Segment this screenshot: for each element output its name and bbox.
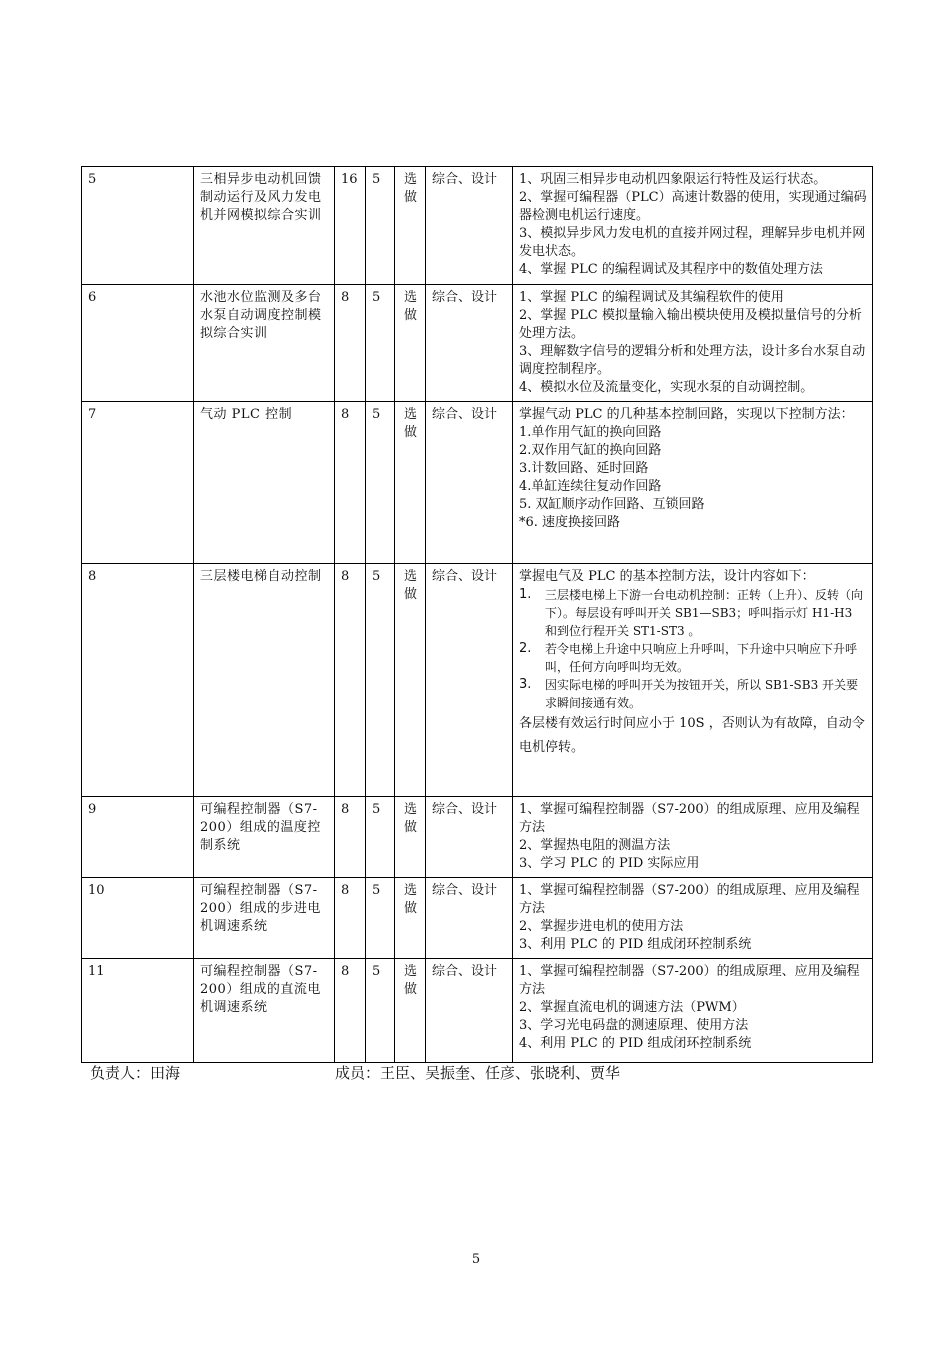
row-number-cell: 5 (82, 167, 194, 285)
hours-cell: 8 (335, 878, 366, 959)
experiment-name-cell: 可编程控制器（S7-200）组成的直流电机调速系统 (194, 959, 335, 1063)
category-cell: 综合、设计 (426, 797, 513, 878)
item-number: 2. (519, 641, 532, 656)
page-number: 5 (471, 1252, 481, 1267)
credits-cell: 5 (366, 797, 395, 878)
content-line: 5. 双缸顺序动作回路、互锁回路 (519, 497, 705, 512)
row-number-cell: 11 (82, 959, 194, 1063)
table-row (82, 878, 873, 959)
content-line: 1、掌握可编程控制器（S7-200）的组成原理、应用及编程方法 (519, 883, 860, 916)
category-cell: 综合、设计 (426, 285, 513, 402)
table-row (82, 959, 873, 1063)
row-number-cell: 9 (82, 797, 194, 878)
content-line: 3、模拟异步风力发电机的直接并网过程，理解异步电机并网发电状态。 (519, 226, 866, 259)
row-number-cell: 8 (82, 564, 194, 797)
table-row (82, 285, 873, 402)
experiment-name-cell: 可编程控制器（S7-200）组成的温度控制系统 (194, 797, 335, 878)
content-line: 4、利用 PLC 的 PID 组成闭环控制系统 (519, 1036, 752, 1051)
footer-leader: 负责人：田海 (90, 1064, 181, 1082)
content-line: 掌握气动 PLC 的几种基本控制回路，实现以下控制方法： (519, 407, 854, 422)
content-line: 2、掌握直流电机的调速方法（PWM） (519, 1000, 745, 1015)
numbered-item (519, 676, 867, 712)
row-number-cell: 7 (82, 402, 194, 564)
content-cell (513, 564, 873, 797)
experiment-table-body (82, 167, 873, 1063)
content-line: 3、利用 PLC 的 PID 组成闭环控制系统 (519, 937, 752, 952)
experiment-name-cell: 三相异步电动机回馈制动运行及风力发电机并网模拟综合实训 (194, 167, 335, 285)
type-cell: 选做 (395, 167, 426, 285)
content-line: 3、理解数字信号的逻辑分析和处理方法，设计多台水泵自动调度控制程序。 (519, 344, 866, 377)
table-row (82, 564, 873, 797)
category-cell: 综合、设计 (426, 402, 513, 564)
table-row (82, 167, 873, 285)
item-number: 1. (519, 587, 532, 602)
content-intro: 掌握电气及 PLC 的基本控制方法，设计内容如下： (519, 569, 815, 584)
content-cell (513, 959, 873, 1063)
table-row (82, 402, 873, 564)
type-cell: 选做 (395, 564, 426, 797)
hours-cell: 8 (335, 285, 366, 402)
credits-cell: 5 (366, 167, 395, 285)
credits-cell: 5 (366, 564, 395, 797)
experiment-name-cell: 三层楼电梯自动控制 (194, 564, 335, 797)
item-number: 3. (519, 677, 532, 692)
content-cell (513, 878, 873, 959)
content-line: 4.单缸连续往复动作回路 (519, 479, 662, 494)
hours-cell: 8 (335, 402, 366, 564)
category-cell: 综合、设计 (426, 167, 513, 285)
credits-cell: 5 (366, 402, 395, 564)
type-cell: 选做 (395, 285, 426, 402)
category-cell: 综合、设计 (426, 564, 513, 797)
content-outro: 各层楼有效运行时间应小于 10S ，否则认为有故障，自动令电机停转。 (519, 716, 865, 755)
hours-cell: 8 (335, 564, 366, 797)
content-line: 1、巩固三相异步电动机四象限运行特性及运行状态。 (519, 172, 827, 187)
content-line: 3、学习光电码盘的测速原理、使用方法 (519, 1018, 749, 1033)
type-cell: 选做 (395, 878, 426, 959)
category-cell: 综合、设计 (426, 878, 513, 959)
content-cell (513, 285, 873, 402)
type-cell: 选做 (395, 959, 426, 1063)
content-line: 1、掌握可编程控制器（S7-200）的组成原理、应用及编程方法 (519, 964, 860, 997)
content-cell (513, 402, 873, 564)
credits-cell: 5 (366, 878, 395, 959)
content-line: 2、掌握步进电机的使用方法 (519, 919, 684, 934)
hours-cell: 16 (335, 167, 366, 285)
numbered-item (519, 640, 867, 676)
experiment-name-cell: 可编程控制器（S7-200）组成的步进电机调速系统 (194, 878, 335, 959)
content-cell (513, 167, 873, 285)
hours-cell: 8 (335, 797, 366, 878)
experiment-table (81, 166, 873, 1063)
numbered-item (519, 586, 867, 640)
content-line: *6. 速度换接回路 (519, 515, 621, 530)
content-line: 2、掌握可编程器（PLC）高速计数器的使用，实现通过编码器检测电机运行速度。 (519, 190, 867, 223)
hours-cell: 8 (335, 959, 366, 1063)
item-text: 若令电梯上升途中只响应上升呼叫，下升途中只响应下升呼叫，任何方向呼叫均无效。 (545, 642, 858, 674)
content-line: 3、学习 PLC 的 PID 实际应用 (519, 856, 700, 871)
content-line: 4、掌握 PLC 的编程调试及其程序中的数值处理方法 (519, 262, 823, 277)
content-line: 1.单作用气缸的换向回路 (519, 425, 662, 440)
content-line: 1、掌握可编程控制器（S7-200）的组成原理、应用及编程方法 (519, 802, 860, 835)
content-line: 1、掌握 PLC 的编程调试及其编程软件的使用 (519, 290, 784, 305)
item-text: 因实际电梯的呼叫开关为按钮开关，所以 SB1-SB3 开关要求瞬间接通有效。 (545, 678, 859, 710)
item-text: 三层楼电梯上下游一台电动机控制：正转（上升）、反转（向下）。每层设有呼叫开关 SB1—SB3；呼叫指示灯 H1-H3 和到位行程开关 ST1-ST3 。 (545, 588, 864, 638)
content-line: 2.双作用气缸的换向回路 (519, 443, 662, 458)
footer-members: 成员：王臣、吴振奎、任彦、张晓利、贾华 (335, 1064, 621, 1082)
experiment-name-cell: 水池水位监测及多台水泵自动调度控制模拟综合实训 (194, 285, 335, 402)
content-line: 2、掌握热电阻的测温方法 (519, 838, 671, 853)
row-number-cell: 6 (82, 285, 194, 402)
row-number-cell: 10 (82, 878, 194, 959)
category-cell: 综合、设计 (426, 959, 513, 1063)
content-line: 3.计数回路、延时回路 (519, 461, 649, 476)
credits-cell: 5 (366, 959, 395, 1063)
content-line: 4、模拟水位及流量变化，实现水泵的自动调控制。 (519, 380, 814, 395)
content-cell (513, 797, 873, 878)
type-cell: 选做 (395, 402, 426, 564)
experiment-name-cell: 气动 PLC 控制 (194, 402, 335, 564)
table-row (82, 797, 873, 878)
credits-cell: 5 (366, 285, 395, 402)
content-line: 2、掌握 PLC 模拟量输入输出模块使用及模拟量信号的分析处理方法。 (519, 308, 862, 341)
type-cell: 选做 (395, 797, 426, 878)
